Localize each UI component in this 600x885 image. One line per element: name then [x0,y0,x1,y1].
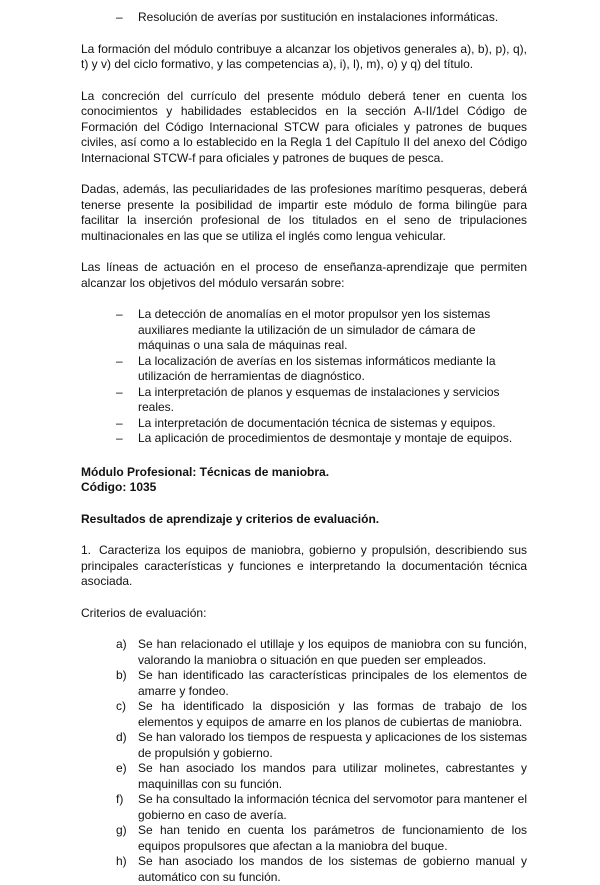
list-dash: – [116,307,123,321]
criteria-text: Se ha consultado la información técnica del servomotor para mantener el gobierno en caso de avería. [138,792,527,822]
criteria-text: Se ha identificado la disposición y las formas de trabajo de los elementos y equipos de amarre en los planos de cubiertas de maniobra. [138,699,527,729]
criteria-letter: a) [116,637,127,651]
criteria-item [81,668,527,699]
lines-of-action-list [81,307,527,447]
criteria-label: Criterios de evaluación: [81,605,207,620]
criteria-item [81,792,527,823]
criteria-item [81,761,527,792]
list-dash: – [116,415,123,430]
criteria-letter: f) [116,792,124,806]
list-item-text: La interpretación de documentación técnica de sistemas y equipos. [138,415,496,430]
criteria-text: Se han tenido en cuenta los parámetros de funcionamiento de los equipos propulsores que afectan a la maniobra del buque. [138,823,527,853]
criteria-letter: d) [116,730,127,744]
criteria-letter: g) [116,823,127,837]
list-item [81,431,527,447]
criteria-list [81,637,527,885]
criteria-item [81,699,527,730]
criteria-item [81,637,527,668]
list-item [81,385,527,416]
list-item-text: La interpretación de planos y esquemas de instalaciones y servicios reales. [138,384,500,414]
page-content [81,10,527,885]
results-heading: Resultados de aprendizaje y criterios de evaluación. [81,511,380,526]
list-dash: – [116,431,123,445]
list-item-text: Resolución de averías por sustitución en instalaciones informáticas. [138,10,499,24]
criteria-letter: e) [116,761,127,775]
paragraph-bilingual: Dadas, además, las peculiaridades de las profesiones marítimo pesqueras, deberá tenerse presente la posibilidad de impartir este módulo de forma bilingüe para facilitar la inserción profesional de los titulados en el seno de tripulaciones multinacionales en las que se utiliza el inglés como lengua vehicular. [81,182,527,243]
list-item [81,416,527,432]
criteria-text: Se han valorado los tiempos de respuesta y aplicaciones de los sistemas de propulsión y gobierno. [138,730,527,760]
paragraph-curriculum: La concreción del currículo del presente módulo deberá tener en cuenta los conocimientos y habilidades establecidos en la sección A-II/1del Código de Formación del Código Internacional STCW para oficiales y patrones de buques civiles, así como a lo establecido en la Regla 1 del Capítulo II del anexo del Código Internacional STCW-f para oficiales y patrones de buques de pesca. [81,88,527,165]
list-item [81,307,527,354]
learning-result [81,543,527,590]
criteria-item [81,730,527,761]
list-item-text: La aplicación de procedimientos de desmontaje y montaje de equipos. [138,431,513,445]
criteria-letter: c) [116,699,126,713]
list-item [81,354,527,385]
criteria-text: Se han asociado los mandos para utilizar molinetes, cabrestantes y maquinillas con su función. [138,761,527,791]
list-item [81,10,527,26]
criteria-text: Se han relacionado el utillaje y los equipos de maniobra con su función, valorando la maniobra o situación en que pueden ser empleados. [138,637,527,667]
module-header [81,465,527,496]
paragraph-lines-of-action: Las líneas de actuación en el proceso de enseñanza-aprendizaje que permiten alcanzar los objetivos del módulo versarán sobre: [81,260,527,290]
criteria-item [81,854,527,885]
criteria-text: Se han asociado los mandos de los sistemas de gobierno manual y automático con su función. [138,854,527,884]
criteria-letter: b) [116,668,127,682]
list-dash: – [116,353,123,368]
result-text: Caracteriza los equipos de maniobra, gobierno y propulsión, describiendo sus principales características y funciones e interpretando la documentación técnica asociada. [81,543,527,588]
paragraph-objectives: La formación del módulo contribuye a alcanzar los objetivos generales a), b), p), q), t) y v) del ciclo formativo, y las competencias a), i), l), m), o) y q) del título. [81,41,527,71]
criteria-text: Se han identificado las características principales de los elementos de amarre y fondeo. [138,668,527,698]
module-title: Módulo Profesional: Técnicas de maniobra. [81,464,330,479]
list-item-text: La detección de anomalías en el motor propulsor yen los sistemas auxiliares mediante la utilización de un simulador de cámara de máquinas o una sala de máquinas real. [138,307,491,352]
list-dash: – [116,384,123,399]
list-dash: – [116,10,123,24]
list-item-text: La localización de averías en los sistemas informáticos mediante la utilización de herramientas de diagnóstico. [138,353,496,383]
criteria-letter: h) [116,854,127,868]
criteria-item [81,823,527,854]
result-number: 1. [81,543,92,557]
module-code: Código: 1035 [81,480,157,494]
